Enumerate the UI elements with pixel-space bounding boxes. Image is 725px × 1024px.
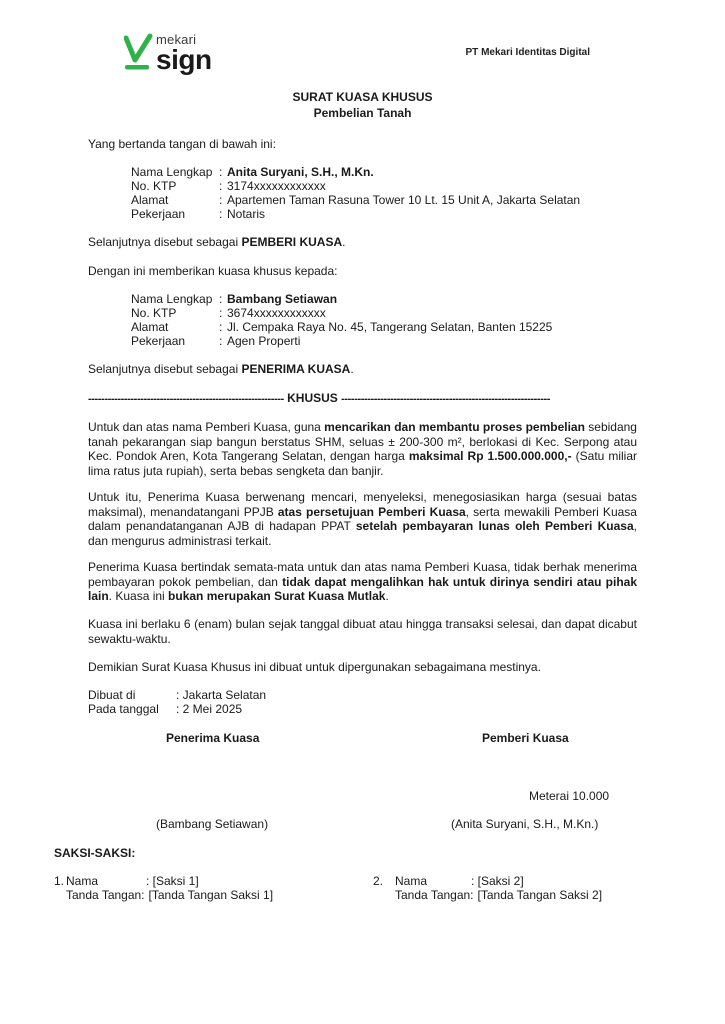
mekari-sign-logo [124,32,244,76]
grantee-name: Bambang Setiawan [227,292,338,306]
grantor-details: Nama Lengkap : Anita Suryani, S.H., M.Kn. No. KTP : 3174xxxxxxxxxxxx Alamat : Apartemen Taman Rasuna Tower 10 Lt. 15 Unit A, Jakarta Selatan Pekerjaan : Notaris [131,165,581,221]
grantor-name: Anita Suryani, S.H., M.Kn. [227,165,374,179]
witnesses-title: SAKSI-SAKSI: [54,846,136,860]
witness-2-signature: [Tanda Tangan Saksi 2] [477,888,603,902]
logo-wordmark-big: sign [156,44,212,75]
witness-2-number: 2. [373,874,384,888]
grantee-address-label: Alamat [131,320,169,334]
witness-1-name: : [Saksi 1] [146,874,199,888]
grantee-signature-title: Penerima Kuasa [166,731,260,745]
place-date [88,688,266,716]
grantor-signature-name: (Anita Suryani, S.H., M.Kn.) [451,817,599,831]
intro-text: Yang bertanda tangan di bawah ini: [88,137,276,151]
grant-intro: Dengan ini memberikan kuasa khusus kepada: [88,264,338,278]
grantor-job: Notaris [227,207,266,221]
date-value: : 2 Mei 2025 [176,702,243,716]
grantor-job-label: Pekerjaan [131,207,186,221]
grantee-name-label: Nama Lengkap [131,292,213,306]
witness-1-signature: [Tanda Tangan Saksi 1] [148,888,274,902]
paragraph-limitations: Penerima Kuasa bertindak semata-mata untuk dan atas nama Pemberi Kuasa, tidak berhak menerima pembayaran pokok pembelian, dan tidak dapat mengalihkan hak untuk dirinya sendiri atau pihak lain. Kuasa ini bukan merupakan Surat Kuasa Mutlak. [88,560,637,603]
checkmark-icon [124,32,154,72]
grantor-name-label: Nama Lengkap [131,165,213,179]
paragraph-validity: Kuasa ini berlaku 6 (enam) bulan sejak tanggal dibuat atau hingga transaksi selesai, dan dapat dicabut sewaktu-waktu. [88,617,637,646]
grantor-address: Apartemen Taman Rasuna Tower 10 Lt. 15 Unit A, Jakarta Selatan [227,193,581,207]
witness-2-name-label: Nama [395,874,428,888]
grantee-address: Jl. Cempaka Raya No. 45, Tangerang Selatan, Banten 15225 [227,320,553,334]
grantee-job-label: Pekerjaan [131,334,186,348]
place-label: Dibuat di [88,688,136,702]
paragraph-authority: Untuk itu, Penerima Kuasa berwenang mencari, menyeleksi, menegosiasikan harga (sesuai batas maksimal), menandatangani PPJB atas persetujuan Pemberi Kuasa, serta mewakili Pemberi Kuasa dalam penandatanganan AJB di hadapan PPAT setelah pembayaran lunas oleh Pemberi Kuasa, dan mengurus administrasi terkait. [88,490,637,548]
document-subtitle: Pembelian Tanah [313,106,412,120]
document-title: SURAT KUASA KHUSUS [292,90,433,104]
grantor-note: Selanjutnya disebut sebagai PEMBERI KUASA. [88,235,346,249]
witness-2 [373,874,602,902]
grantor-signature-title: Pemberi Kuasa [482,731,569,745]
witness-2-signature-label: Tanda Tangan: [395,888,474,902]
logo-wordmark-small: mekari [156,32,197,47]
stamp-duty-label: Meterai 10.000 [529,789,610,803]
witness-1-name-label: Nama [66,874,99,888]
grantor-ktp-label: No. KTP [131,179,177,193]
grantee-details: Nama Lengkap : Bambang Setiawan No. KTP : 3674xxxxxxxxxxxx Alamat : Jl. Cempaka Raya No. 45, Tangerang Selatan, Banten 15225 Pekerjaan : Agen Properti [131,292,553,348]
company-name: PT Mekari Identitas Digital [465,47,590,58]
grantee-note: Selanjutnya disebut sebagai PENERIMA KUASA. [88,362,354,376]
date-label: Pada tanggal [88,702,159,716]
place-value: : Jakarta Selatan [176,688,267,702]
witness-1-number: 1. [54,874,65,888]
grantor-ktp: 3174xxxxxxxxxxxx [227,179,326,193]
grantee-ktp: 3674xxxxxxxxxxxx [227,306,326,320]
grantee-ktp-label: No. KTP [131,306,177,320]
grantee-signature-name: (Bambang Setiawan) [156,817,269,831]
grantee-job: Agen Properti [227,334,301,348]
witness-1-signature-label: Tanda Tangan: [66,888,145,902]
witness-1 [54,874,273,902]
paragraph-purpose: Untuk dan atas nama Pemberi Kuasa, guna mencarikan dan membantu proses pembelian sebidang tanah pekarangan siap bangun berstatus SHM, seluas ± 200-300 m², berlokasi di Kec. Serpong atau Kec. Pondok Aren, Kota Tangerang Selatan, dengan harga maksimal Rp 1.500.000.000,- (Satu miliar lima ratus juta rupiah), serta bebas sengketa dan banjir. [88,420,638,478]
paragraph-closing: Demikian Surat Kuasa Khusus ini dibuat untuk dipergunakan sebagaimana mestinya. [88,660,541,674]
khusus-divider: ------------------------------------------------------------ KHUSUS ---------------------------------------------------------------- [88,391,550,405]
grantor-address-label: Alamat [131,193,169,207]
witness-2-name: : [Saksi 2] [471,874,524,888]
